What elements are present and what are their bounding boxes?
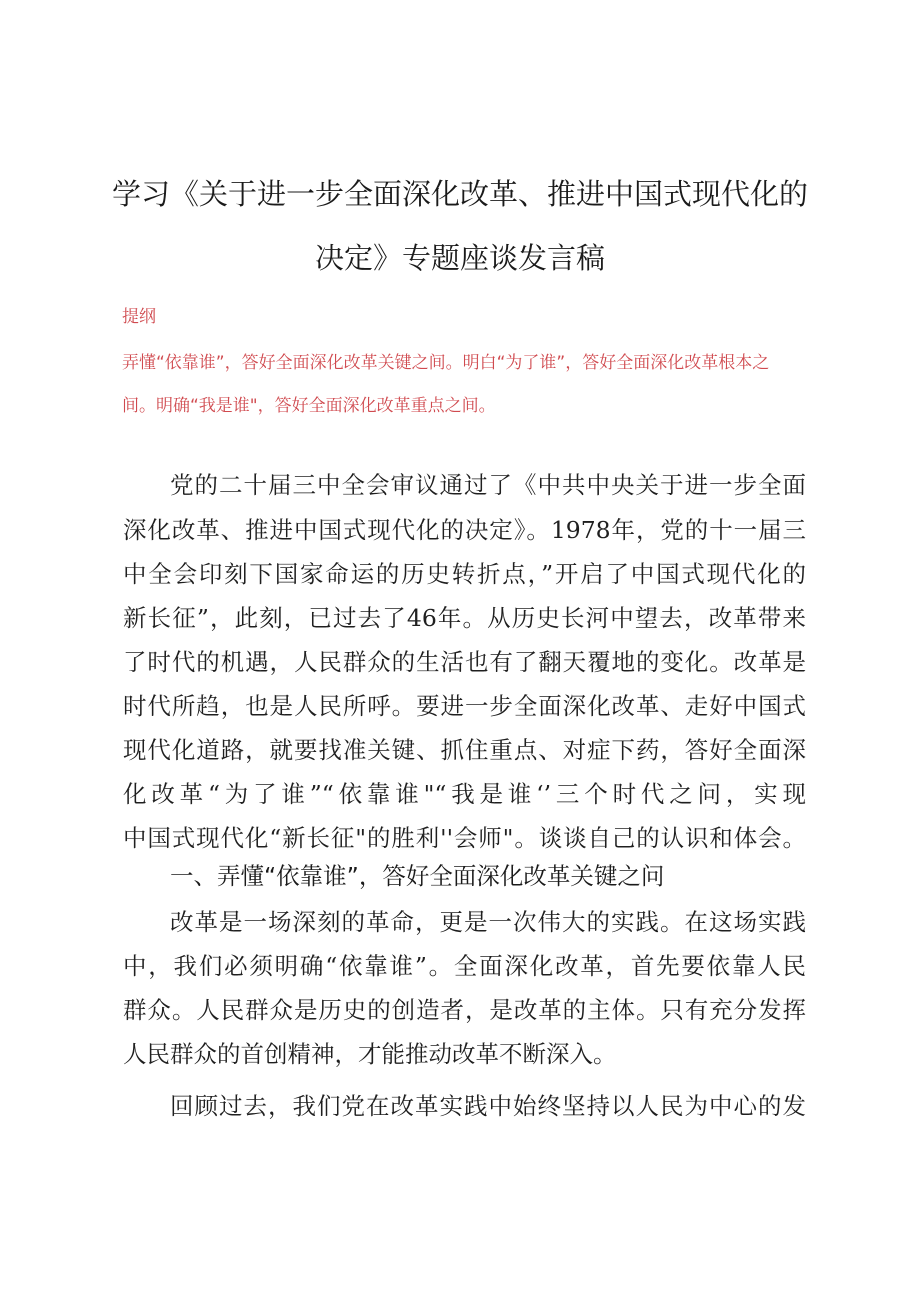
intro-paragraph-line: 现代化道路，就要找准关键、抓住重点、对症下药，答好全面深 bbox=[123, 736, 806, 764]
intro-paragraph-line: 党的二十届三中全会审议通过了《中共中央关于进一步全面 bbox=[170, 471, 806, 499]
intro-paragraph-line: 化改革“为了谁”“依靠谁"“我是谁‘’三个时代之问，实现 bbox=[123, 780, 806, 808]
section-1-paragraph-line: 中，我们必须明确“依靠谁”。全面深化改革，首先要依靠人民 bbox=[123, 952, 806, 980]
section-1-paragraph-2-line: 回顾过去，我们党在改革实践中始终坚持以人民为中心的发 bbox=[170, 1092, 806, 1120]
intro-paragraph-line: 中全会印刻下国家命运的历史转折点，”开启了中国式现代化的 bbox=[123, 560, 806, 588]
intro-paragraph-line: 时代所趋，也是人民所呼。要进一步全面深化改革、走好中国式 bbox=[123, 692, 806, 720]
document-title-line-1: 学习《关于进一步全面深化改革、推进中国式现代化的 bbox=[111, 177, 808, 211]
section-1-paragraph-line: 群众。人民群众是历史的创造者，是改革的主体。只有充分发挥 bbox=[123, 996, 806, 1024]
intro-paragraph-line: 了时代的机遇，人民群众的生活也有了翻天覆地的变化。改革是 bbox=[123, 648, 806, 676]
document-title-line-2: 决定》专题座谈发言稿 bbox=[314, 241, 605, 275]
outline-summary-line-2: 间。明确“我是谁"，答好全面深化改革重点之间。 bbox=[122, 396, 496, 416]
section-1-paragraph-line: 人民群众的首创精神，才能推动改革不断深入。 bbox=[123, 1040, 617, 1068]
section-1-heading: 一、弄懂“依靠谁”，答好全面深化改革关键之问 bbox=[170, 862, 665, 890]
intro-paragraph-line: 深化改革、推进中国式现代化的决定》。1978年，党的十一届三 bbox=[123, 516, 806, 544]
intro-paragraph-line: 中国式现代化“新长征"的胜利''会师"。谈谈自己的认识和体会。 bbox=[123, 824, 806, 852]
intro-paragraph-line: 新长征”，此刻，已过去了46年。从历史长河中望去，改革带来 bbox=[123, 604, 806, 632]
outline-label: 提纲 bbox=[122, 307, 156, 327]
outline-summary-line-1: 弄懂“依靠谁”，答好全面深化改革关键之间。明白“为了谁”，答好全面深化改革根本之 bbox=[122, 353, 770, 373]
section-1-paragraph-line: 改革是一场深刻的革命，更是一次伟大的实践。在这场实践 bbox=[170, 908, 806, 936]
